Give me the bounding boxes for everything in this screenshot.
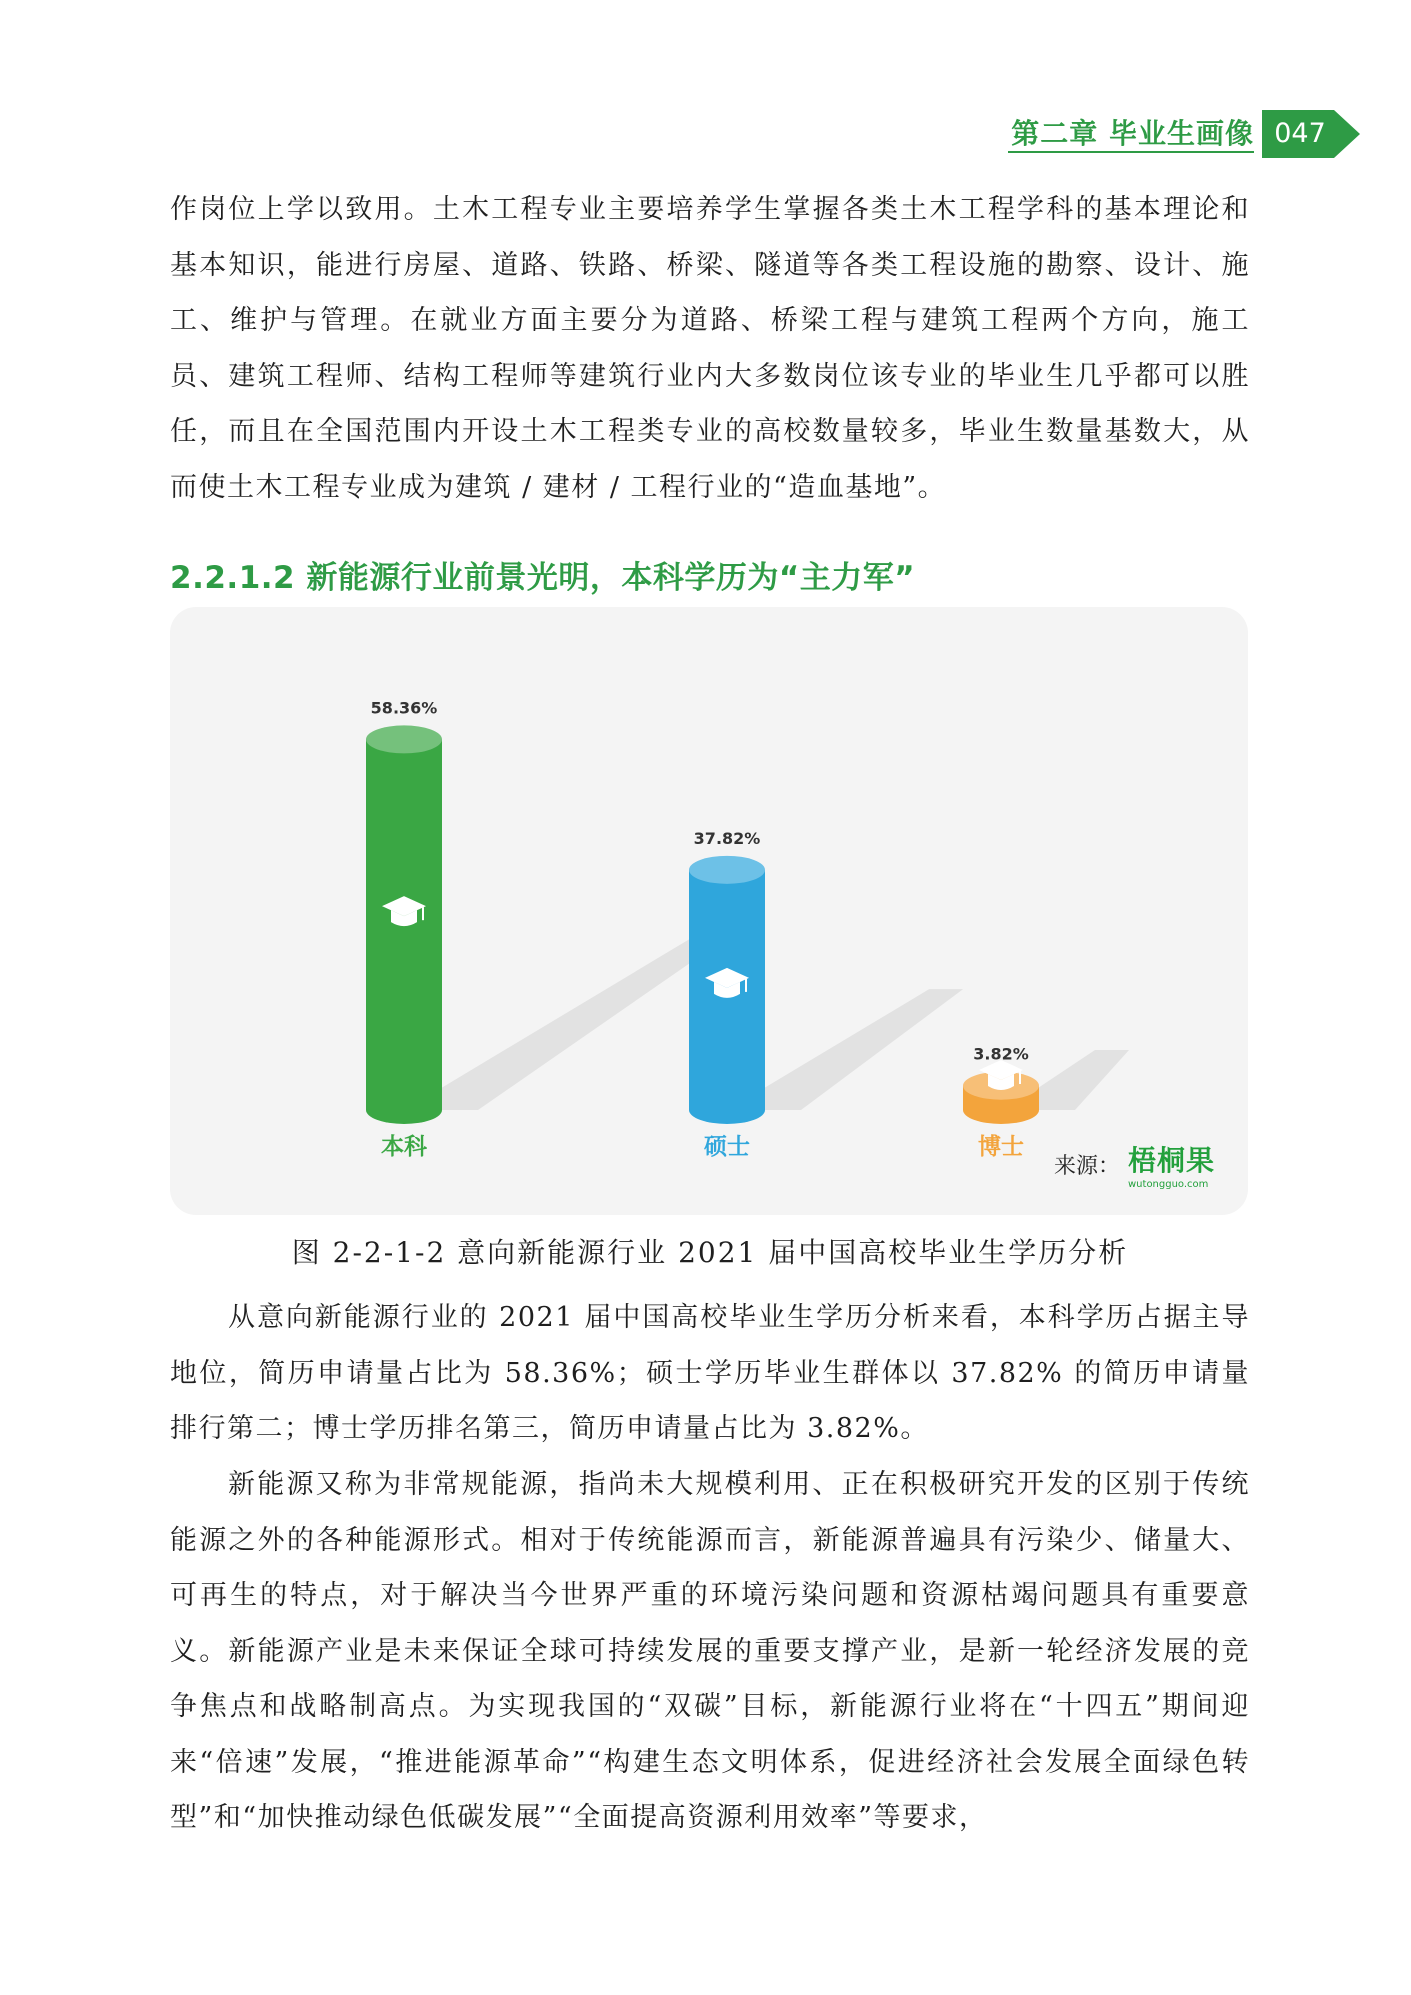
bar-shadow (761, 989, 963, 1110)
new-energy-paragraph: 新能源又称为非常规能源，指尚未大规模利用、正在积极研究开发的区别于传统能源之外的各种能源形式。相对于传统能源而言，新能源普遍具有污染少、储量大、可再生的特点，对于解决当今世界严重的环境污染问题和资源枯竭问题具有重要意义。新能源产业是未来保证全球可持续发展的重要支撑产业，是新一轮经济发展的竞争焦点和战略制高点。为实现我国的“双碳”目标，新能源行业将在“十四五”期间迎来“倍速”发展，“推进能源革命”“构建生态文明体系，促进经济社会发展全面绿色转型”和“加快推动绿色低碳发展”“全面提高资源利用效率”等要求， (170, 1469, 1250, 1833)
bar-value-label: 58.36% (370, 698, 438, 718)
brand-url: wutongguo.com (1128, 1179, 1209, 1190)
bar-body (366, 739, 442, 1124)
brand-logo-text: 梧桐果 (1128, 1144, 1216, 1177)
bar-value-label: 37.82% (693, 828, 761, 848)
section-heading: 2.2.1.2 新能源行业前景光明，本科学历为“主力军” (170, 560, 916, 596)
analysis-paragraph: 从意向新能源行业的 2021 届中国高校毕业生学历分析来看，本科学历占据主导地位，简历申请量占比为 58.36%；硕士学历毕业生群体以 37.82% 的简历申请量排行第二；博士学历排名第三，简历申请量占比为 3.82%。 (170, 1302, 1250, 1444)
bar-category-label: 博士 (978, 1134, 1024, 1160)
bar-top (689, 856, 765, 884)
bar-category-label: 本科 (381, 1134, 427, 1160)
bar-value-label: 3.82% (973, 1044, 1029, 1064)
source-label: 来源： (1054, 1154, 1121, 1179)
figure-caption: 图 2-2-1-2 意向新能源行业 2021 届中国高校毕业生学历分析 (291, 1236, 1129, 1269)
bar-category-label: 硕士 (704, 1134, 750, 1160)
bar-shadow (438, 934, 731, 1110)
bar-top (366, 725, 442, 753)
chapter-title: 第二章 毕业生画像 (1011, 117, 1254, 150)
intro-paragraph: 作岗位上学以致用。土木工程专业主要培养学生掌握各类土木工程学科的基本理论和基本知识，能进行房屋、道路、铁路、桥梁、隧道等各类工程设施的勘察、设计、施工、维护与管理。在就业方面主要分为道路、桥梁工程与建筑工程两个方向，施工员、建筑工程师、结构工程师等建筑行业内大多数岗位该专业的毕业生几乎都可以胜任，而且在全国范围内开设土木工程类专业的高校数量较多，毕业生数量基数大，从而使土木工程专业成为建筑 / 建材 / 工程行业的“造血基地”。 (170, 194, 1250, 503)
bar-shadow (1035, 1050, 1129, 1110)
page-number: 047 (1274, 118, 1326, 149)
